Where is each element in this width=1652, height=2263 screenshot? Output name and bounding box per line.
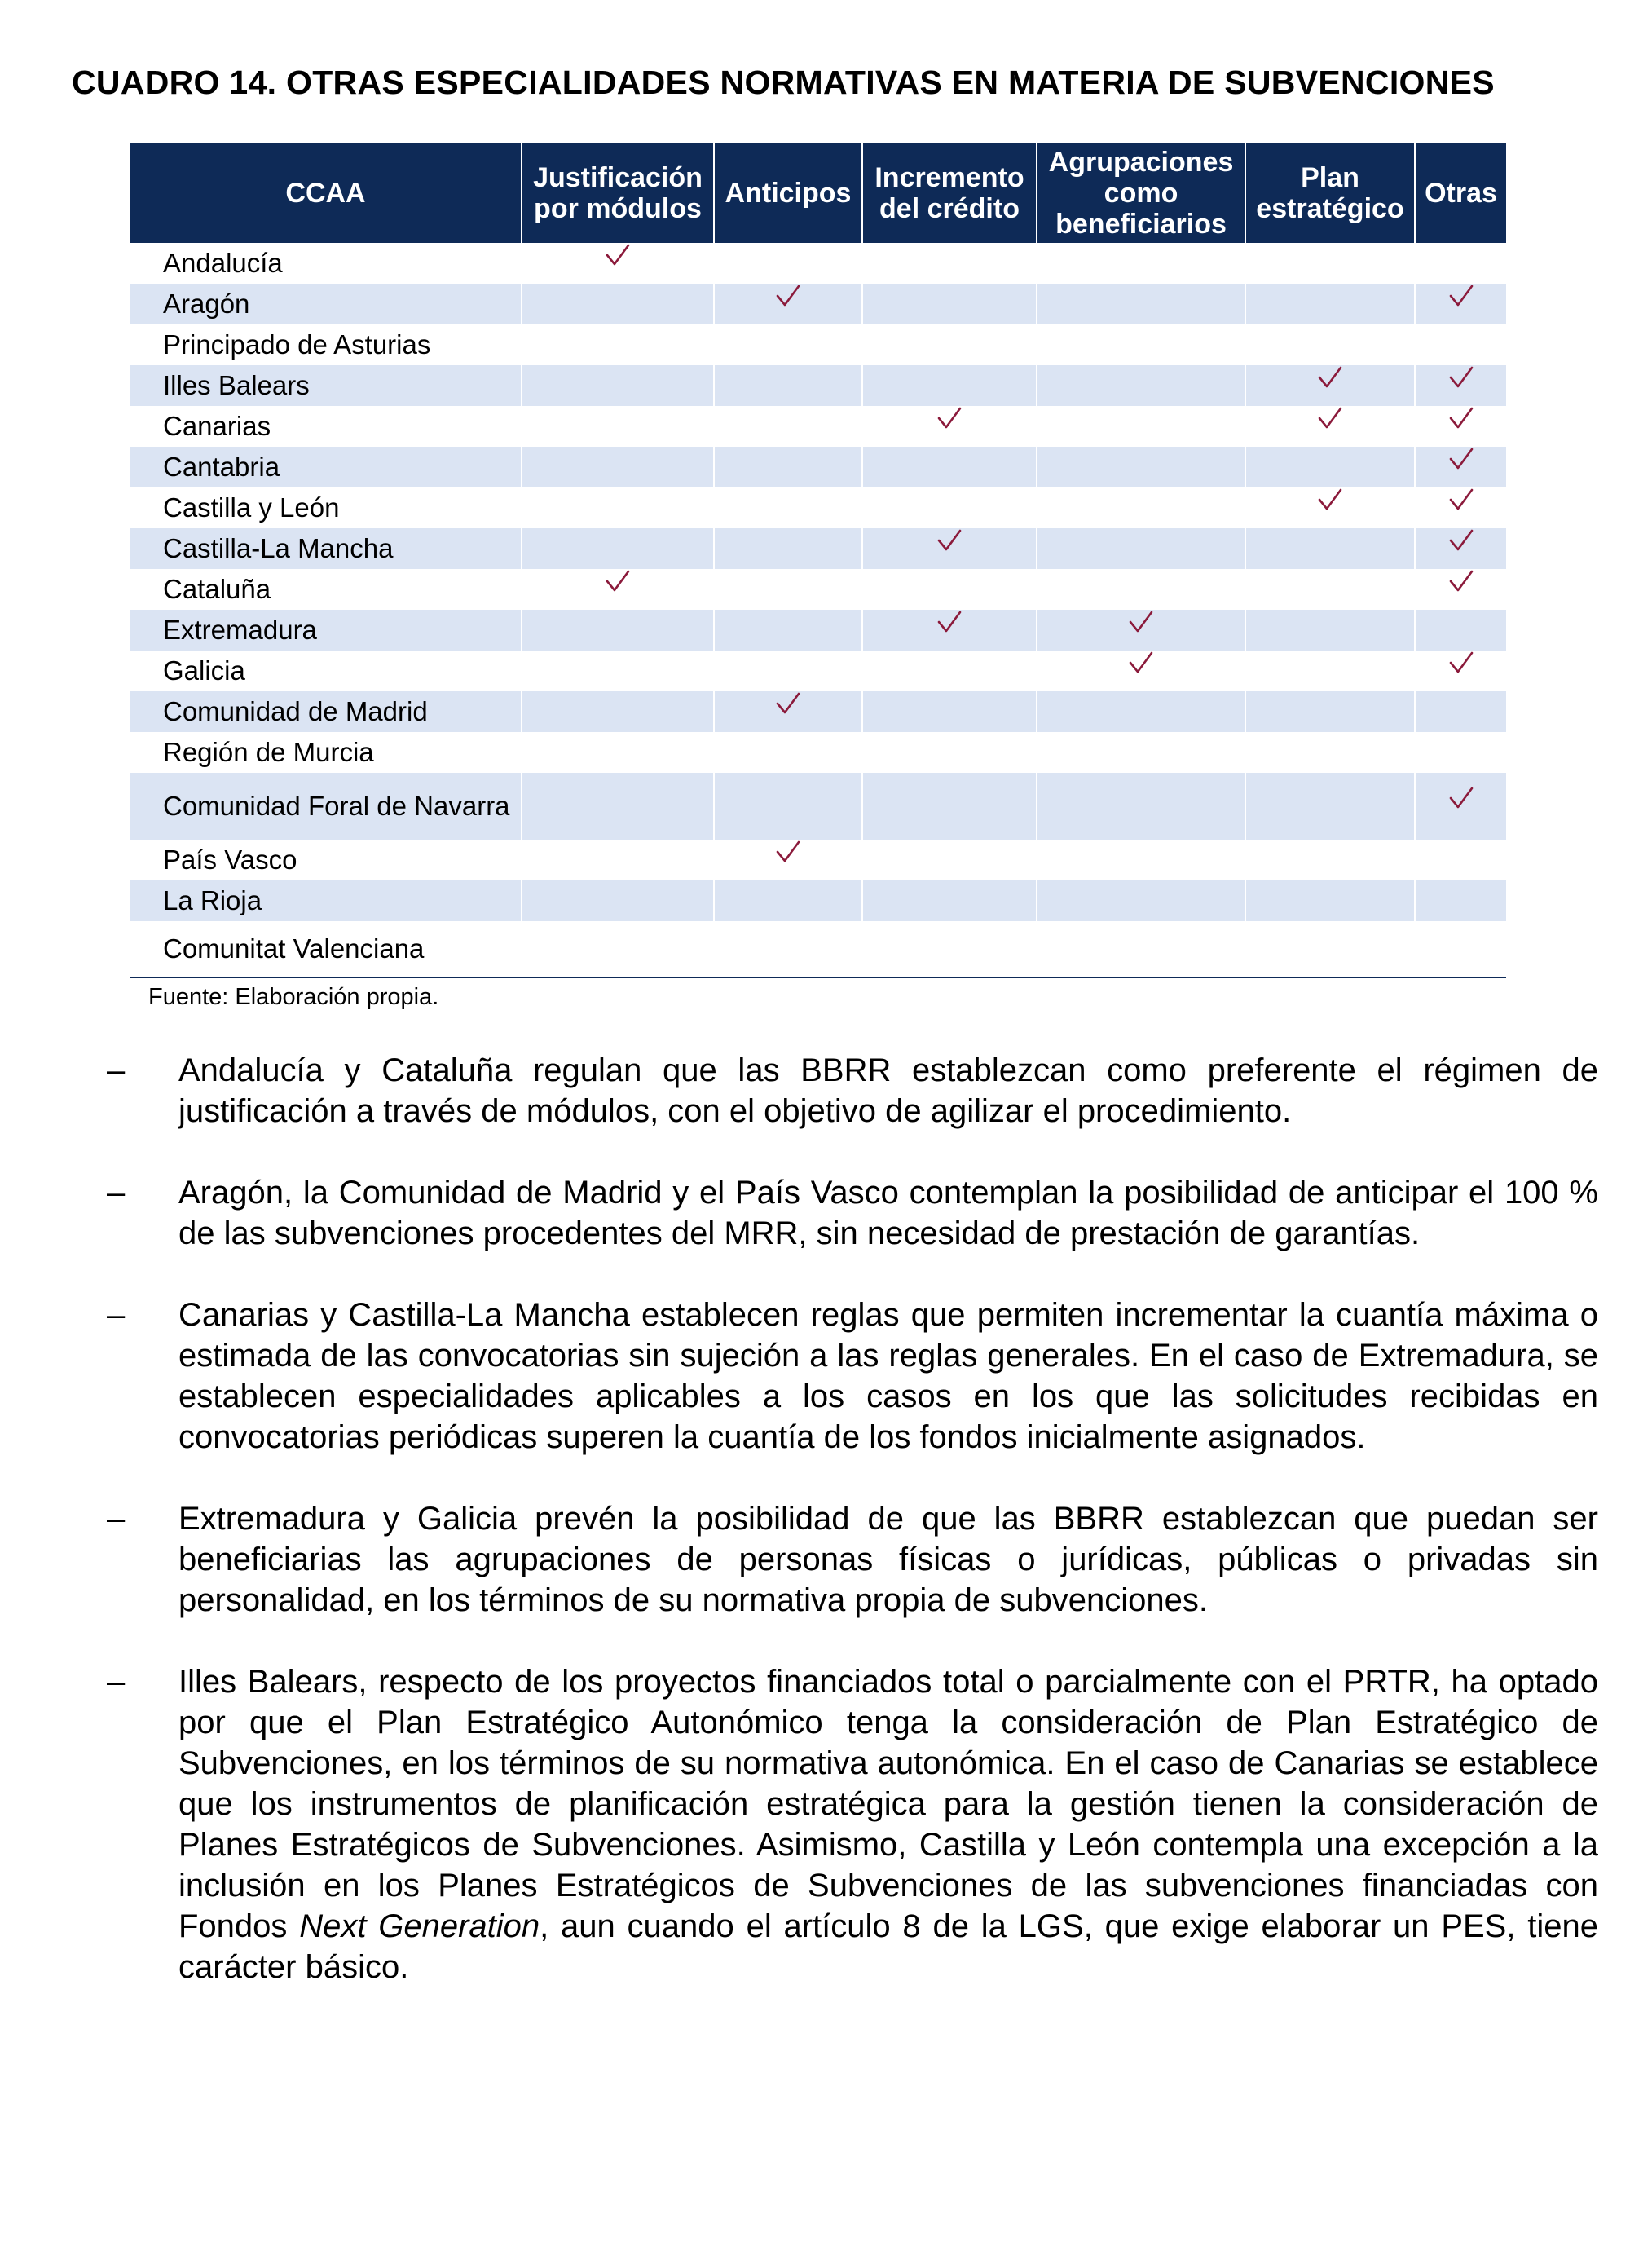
bullet-text-italic: Next Generation (299, 1908, 540, 1944)
mark-cell (1415, 610, 1506, 651)
bullet-dash: – (107, 1501, 126, 1537)
table-row (130, 773, 1506, 840)
mark-cell (1415, 487, 1506, 528)
table-row (130, 610, 1506, 651)
mark-cell (1245, 243, 1415, 284)
row-name: Comunidad Foral de Navarra (130, 773, 522, 840)
table-row (130, 569, 1506, 610)
mark-cell (1245, 840, 1415, 880)
mark-cell (1245, 880, 1415, 921)
checkmark-icon (1129, 610, 1153, 634)
mark-cell (862, 880, 1037, 921)
bullet-dash: – (107, 1175, 126, 1211)
mark-cell (1037, 880, 1245, 921)
checkmark-icon (1449, 365, 1474, 390)
mark-cell (1415, 880, 1506, 921)
mark-cell (522, 284, 714, 324)
mark-cell (714, 610, 862, 651)
mark-cell (714, 487, 862, 528)
mark-cell (522, 528, 714, 569)
header-otras: Otras (1415, 143, 1506, 243)
mark-cell (714, 569, 862, 610)
table-row (130, 324, 1506, 365)
row-name: Castilla y León (130, 487, 522, 528)
row-name: Illes Balears (130, 365, 522, 406)
row-name: Región de Murcia (130, 732, 522, 773)
mark-cell (1037, 324, 1245, 365)
subsidies-table (130, 143, 1506, 978)
mark-cell (862, 921, 1037, 977)
bullet-text (178, 1661, 1598, 1987)
mark-cell (862, 840, 1037, 880)
mark-cell (522, 447, 714, 487)
bullet-text: Extremadura y Galicia prevén la posibilidad de que las BBRR establezcan que puedan ser beneficiarias las agrupaciones de personas físicas o jurídicas, públicas o privadas sin personalidad, en los términos de su normativa propia de subvenciones. (178, 1501, 1598, 1618)
mark-cell (1245, 406, 1415, 447)
mark-cell (1415, 691, 1506, 732)
table-row (130, 840, 1506, 880)
mark-cell (1037, 651, 1245, 691)
mark-cell (862, 284, 1037, 324)
table-row (130, 284, 1506, 324)
row-name: Principado de Asturias (130, 324, 522, 365)
row-name: Andalucía (130, 243, 522, 284)
mark-cell (862, 732, 1037, 773)
table-row (130, 651, 1506, 691)
mark-cell (1415, 447, 1506, 487)
mark-cell (522, 691, 714, 732)
mark-cell (522, 569, 714, 610)
checkmark-icon (606, 243, 630, 267)
mark-cell (862, 487, 1037, 528)
mark-cell (862, 773, 1037, 840)
row-name: Comunidad de Madrid (130, 691, 522, 732)
list-item (107, 1498, 1598, 1621)
table-row (130, 880, 1506, 921)
row-name: Castilla-La Mancha (130, 528, 522, 569)
mark-cell (1037, 284, 1245, 324)
mark-cell (1037, 447, 1245, 487)
row-name: Extremadura (130, 610, 522, 651)
table-row (130, 487, 1506, 528)
list-item (107, 1172, 1598, 1254)
mark-cell (1245, 528, 1415, 569)
checkmark-icon (1318, 487, 1342, 512)
checkmark-icon (1318, 365, 1342, 390)
mark-cell (714, 447, 862, 487)
mark-cell (1037, 732, 1245, 773)
list-item (107, 1661, 1598, 1987)
row-name: Galicia (130, 651, 522, 691)
bullet-list (107, 1050, 1598, 2028)
mark-cell (862, 406, 1037, 447)
mark-cell (862, 691, 1037, 732)
mark-cell (714, 921, 862, 977)
mark-cell (1415, 406, 1506, 447)
mark-cell (522, 840, 714, 880)
mark-cell (1415, 324, 1506, 365)
mark-cell (522, 243, 714, 284)
checkmark-icon (1449, 569, 1474, 593)
row-name: País Vasco (130, 840, 522, 880)
mark-cell (522, 773, 714, 840)
row-name: Comunitat Valenciana (130, 921, 522, 977)
bullet-text: Canarias y Castilla-La Mancha establecen reglas que permiten incrementar la cuantía máxima o estimada de las convocatorias sin sujeción a las reglas generales. En el caso de Extremadura, se establecen especialidades aplicables a los casos en los que las solicitudes recibidas en convocatorias periódicas superen la cuantía de los fondos inicialmente asignados. (178, 1297, 1598, 1455)
header-ccaa: CCAA (130, 143, 522, 243)
mark-cell (714, 840, 862, 880)
mark-cell (862, 243, 1037, 284)
mark-cell (1245, 651, 1415, 691)
mark-cell (1037, 921, 1245, 977)
checkmark-icon (1449, 786, 1474, 810)
bullet-text: Andalucía y Cataluña regulan que las BBRR establezcan como preferente el régimen de justificación a través de módulos, con el objetivo de agilizar el procedimiento. (178, 1052, 1598, 1129)
mark-cell (1037, 840, 1245, 880)
row-name: Aragón (130, 284, 522, 324)
mark-cell (1037, 487, 1245, 528)
mark-cell (1245, 732, 1415, 773)
mark-cell (1415, 243, 1506, 284)
document-title: CUADRO 14. OTRAS ESPECIALIDADES NORMATIVAS EN MATERIA DE SUBVENCIONES (72, 64, 1495, 101)
checkmark-icon (776, 840, 800, 864)
mark-cell (714, 528, 862, 569)
mark-cell (1245, 487, 1415, 528)
mark-cell (522, 610, 714, 651)
mark-cell (714, 732, 862, 773)
checkmark-icon (1449, 528, 1474, 553)
mark-cell (862, 447, 1037, 487)
mark-cell (522, 324, 714, 365)
mark-cell (1415, 732, 1506, 773)
table-row (130, 406, 1506, 447)
list-item (107, 1050, 1598, 1132)
checkmark-icon (1449, 651, 1474, 675)
mark-cell (714, 773, 862, 840)
mark-cell (522, 651, 714, 691)
mark-cell (714, 243, 862, 284)
mark-cell (1245, 921, 1415, 977)
mark-cell (522, 921, 714, 977)
table-row (130, 243, 1506, 284)
mark-cell (1037, 243, 1245, 284)
mark-cell (1037, 691, 1245, 732)
mark-cell (714, 406, 862, 447)
checkmark-icon (776, 284, 800, 308)
checkmark-icon (1449, 487, 1474, 512)
checkmark-icon (937, 610, 962, 634)
row-name: Cantabria (130, 447, 522, 487)
header-anticipos: Anticipos (714, 143, 862, 243)
mark-cell (714, 284, 862, 324)
bullet-text: Aragón, la Comunidad de Madrid y el País Vasco contemplan la posibilidad de anticipar el 100 % de las subvenciones procedentes del MRR, sin necesidad de prestación de garantías. (178, 1175, 1598, 1251)
mark-cell (714, 880, 862, 921)
mark-cell (1415, 651, 1506, 691)
mark-cell (1037, 773, 1245, 840)
mark-cell (862, 610, 1037, 651)
mark-cell (522, 732, 714, 773)
mark-cell (522, 880, 714, 921)
mark-cell (714, 651, 862, 691)
table-header-row (130, 143, 1506, 243)
row-name: Canarias (130, 406, 522, 447)
table-row (130, 447, 1506, 487)
mark-cell (1037, 365, 1245, 406)
header-justificacion: Justificación por módulos (522, 143, 714, 243)
checkmark-icon (1449, 284, 1474, 308)
checkmark-icon (1449, 406, 1474, 430)
mark-cell (862, 528, 1037, 569)
mark-cell (1037, 528, 1245, 569)
mark-cell (522, 406, 714, 447)
mark-cell (1245, 569, 1415, 610)
mark-cell (714, 691, 862, 732)
table-row (130, 528, 1506, 569)
row-name: La Rioja (130, 880, 522, 921)
checkmark-icon (606, 569, 630, 593)
mark-cell (862, 651, 1037, 691)
checkmark-icon (937, 528, 962, 553)
mark-cell (1245, 447, 1415, 487)
table-row (130, 921, 1506, 977)
bullet-dash: – (107, 1297, 126, 1333)
checkmark-icon (1318, 406, 1342, 430)
row-name: Cataluña (130, 569, 522, 610)
mark-cell (862, 324, 1037, 365)
bullet-text-part: Illes Balears, respecto de los proyectos financiados total o parcialmente con el PRTR, ha optado por que el Plan Estratégico Autonómico tenga la consideración de Plan Estratégico de Subvenciones, en los términos de su normativa autonómica. En el caso de Canarias se establece que los instrumentos de planificación estratégica para la gestión tienen la consideración de Planes Estratégicos de Subvenciones. Asimismo, Castilla y León contempla una excepción a la inclusión en los Planes Estratégicos de Subvenciones de las subvenciones financiadas con Fondos (178, 1664, 1598, 1944)
checkmark-icon (1129, 651, 1153, 675)
mark-cell (1415, 569, 1506, 610)
mark-cell (1245, 773, 1415, 840)
mark-cell (862, 365, 1037, 406)
mark-cell (862, 569, 1037, 610)
checkmark-icon (776, 691, 800, 716)
checkmark-icon (1449, 447, 1474, 471)
mark-cell (1415, 365, 1506, 406)
mark-cell (714, 365, 862, 406)
mark-cell (1037, 406, 1245, 447)
table-row (130, 365, 1506, 406)
header-incremento: Incremento del crédito (862, 143, 1037, 243)
header-agrupaciones: Agrupaciones como beneficiarios (1037, 143, 1245, 243)
mark-cell (1415, 284, 1506, 324)
mark-cell (1415, 840, 1506, 880)
bullet-dash: – (107, 1664, 126, 1700)
table-row (130, 691, 1506, 732)
mark-cell (1245, 365, 1415, 406)
bullet-dash: – (107, 1052, 126, 1088)
header-plan: Plan estratégico (1245, 143, 1415, 243)
table-source: Fuente: Elaboración propia. (148, 984, 439, 1010)
mark-cell (1245, 284, 1415, 324)
table-body (130, 243, 1506, 977)
mark-cell (1415, 528, 1506, 569)
mark-cell (1037, 569, 1245, 610)
mark-cell (1245, 691, 1415, 732)
mark-cell (522, 365, 714, 406)
mark-cell (1415, 921, 1506, 977)
mark-cell (1415, 773, 1506, 840)
checkmark-icon (937, 406, 962, 430)
mark-cell (1245, 610, 1415, 651)
mark-cell (522, 487, 714, 528)
mark-cell (1245, 324, 1415, 365)
list-item (107, 1295, 1598, 1458)
mark-cell (714, 324, 862, 365)
bullet-text-part: , aun cuando el artículo 8 de la LGS, que exige elaborar un PES, tiene carácter básico. (178, 1908, 1598, 1985)
table-row (130, 732, 1506, 773)
mark-cell (1037, 610, 1245, 651)
